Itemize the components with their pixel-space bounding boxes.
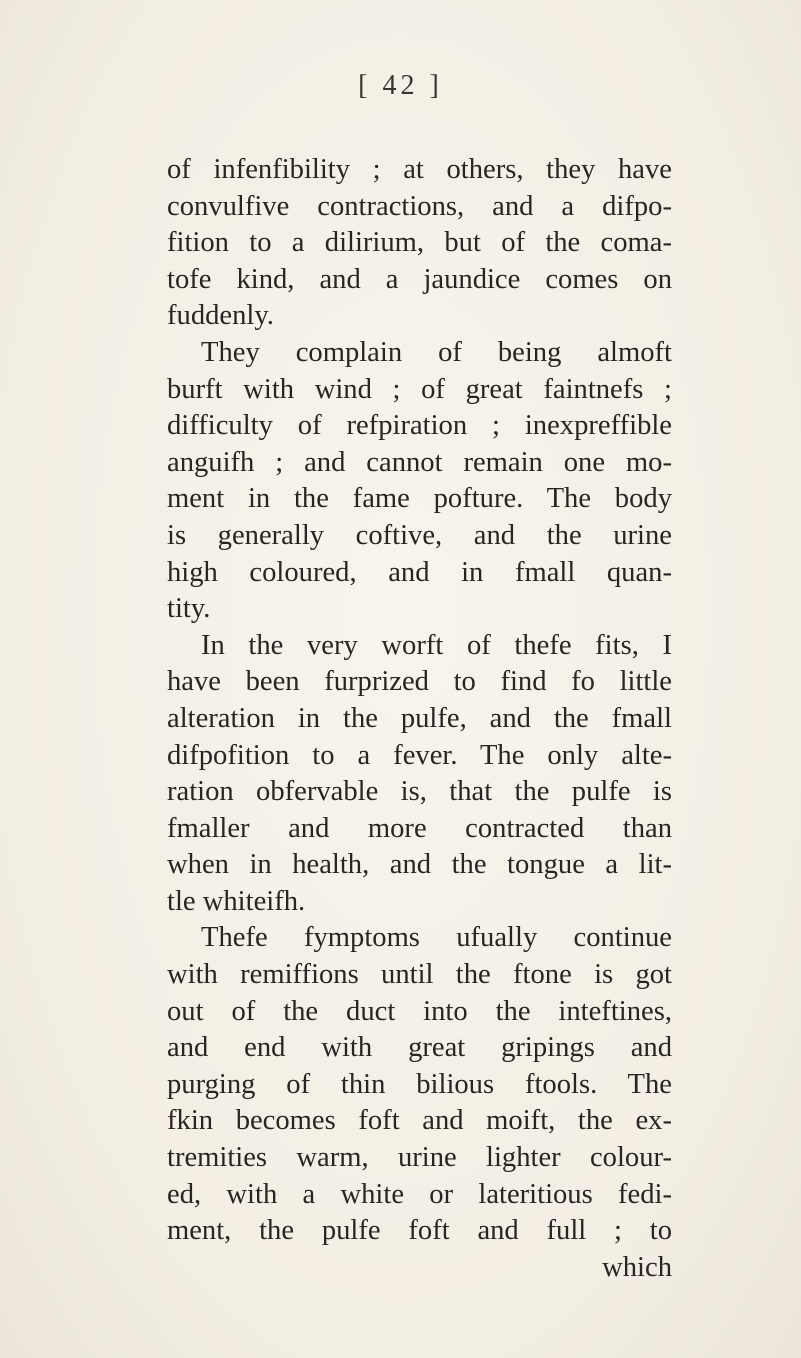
text-line: tremities warm, urine lighter colour- [167, 1142, 672, 1174]
text-line: with remiffions until the ftone is got [167, 959, 672, 991]
text-line: fition to a dilirium, but of the coma- [167, 227, 672, 259]
text-line: and end with great gripings and [167, 1032, 672, 1064]
text-line: difpofition to a fever. The only alte- [167, 739, 672, 771]
text-line: In the very worft of thefe fits, I [201, 629, 672, 661]
text-line: alteration in the pulfe, and the fmall [167, 702, 672, 734]
text-line: ment in the fame pofture. The body [167, 483, 672, 515]
text-line: is generally coftive, and the urine [167, 519, 672, 551]
text-line: tofe kind, and a jaundice comes on [167, 263, 672, 295]
text-line: ed, with a white or lateritious fedi- [167, 1178, 672, 1210]
text-line: anguifh ; and cannot remain one mo- [167, 446, 672, 478]
text-line: They complain of being almoft [201, 336, 672, 368]
text-line: out of the duct into the inteftines, [167, 995, 672, 1027]
text-line: purging of thin bilious ftools. The [167, 1068, 672, 1100]
text-line: tity. [167, 593, 211, 625]
page-number: [ 42 ] [358, 70, 443, 101]
text-line: fmaller and more contracted than [167, 812, 672, 844]
text-line: fuddenly. [167, 300, 274, 332]
text-line: fkin becomes foft and moift, the ex- [167, 1105, 672, 1137]
text-line: tle whiteifh. [167, 885, 306, 917]
text-line: high coloured, and in fmall quan- [167, 556, 672, 588]
text-line: Thefe fymptoms ufually continue [201, 922, 672, 954]
catchword: which [602, 1251, 672, 1283]
text-line: of infenfibility ; at others, they have [167, 154, 672, 185]
text-line: ration obfervable is, that the pulfe is [167, 776, 672, 808]
text-line: convulfive contractions, and a difpo- [167, 190, 672, 222]
text-line: ment, the pulfe foft and full ; to [167, 1215, 672, 1247]
text-line: burft with wind ; of great faintnefs ; [167, 373, 672, 405]
text-line: difficulty of refpiration ; inexpreffible [167, 410, 672, 442]
text-line: when in health, and the tongue a lit- [167, 849, 672, 881]
text-line: have been furprized to find fo little [167, 666, 672, 698]
body-text [167, 152, 672, 1286]
